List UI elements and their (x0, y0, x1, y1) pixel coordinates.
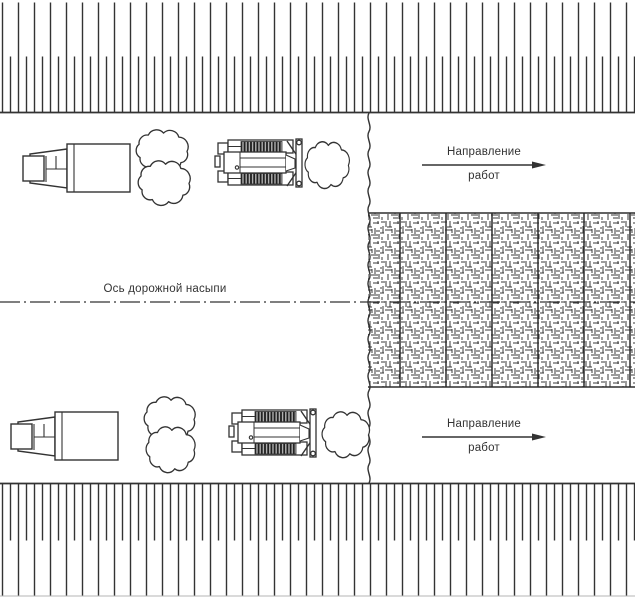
direction-of-works-bottom (419, 418, 549, 455)
top-slope-hatch-band (0, 3, 635, 113)
bulldozer-bottom-icon (229, 409, 316, 457)
trees-bottom-cluster-icon (144, 397, 195, 473)
direction-of-works-top (419, 146, 549, 183)
bulldozer-top-icon (215, 139, 302, 187)
tree-bottom-right-icon (322, 412, 369, 458)
compacted-fill-hatch-area (368, 213, 635, 387)
direction-bottom-line2: работ (468, 442, 500, 454)
direction-top-line1: Направление (446, 146, 522, 158)
right-arrow-icon (421, 160, 547, 170)
trees-top-cluster-icon (136, 130, 190, 206)
dump-truck-top-icon (23, 144, 130, 192)
axis-label: Ось дорожной насыпи (103, 283, 227, 295)
direction-bottom-line1: Направление (446, 418, 522, 430)
direction-top-line2: работ (468, 170, 500, 182)
bottom-slope-hatch-band (0, 484, 635, 597)
tree-top-right-icon (305, 142, 349, 189)
dump-truck-bottom-icon (11, 412, 118, 460)
right-arrow-icon (421, 432, 547, 442)
